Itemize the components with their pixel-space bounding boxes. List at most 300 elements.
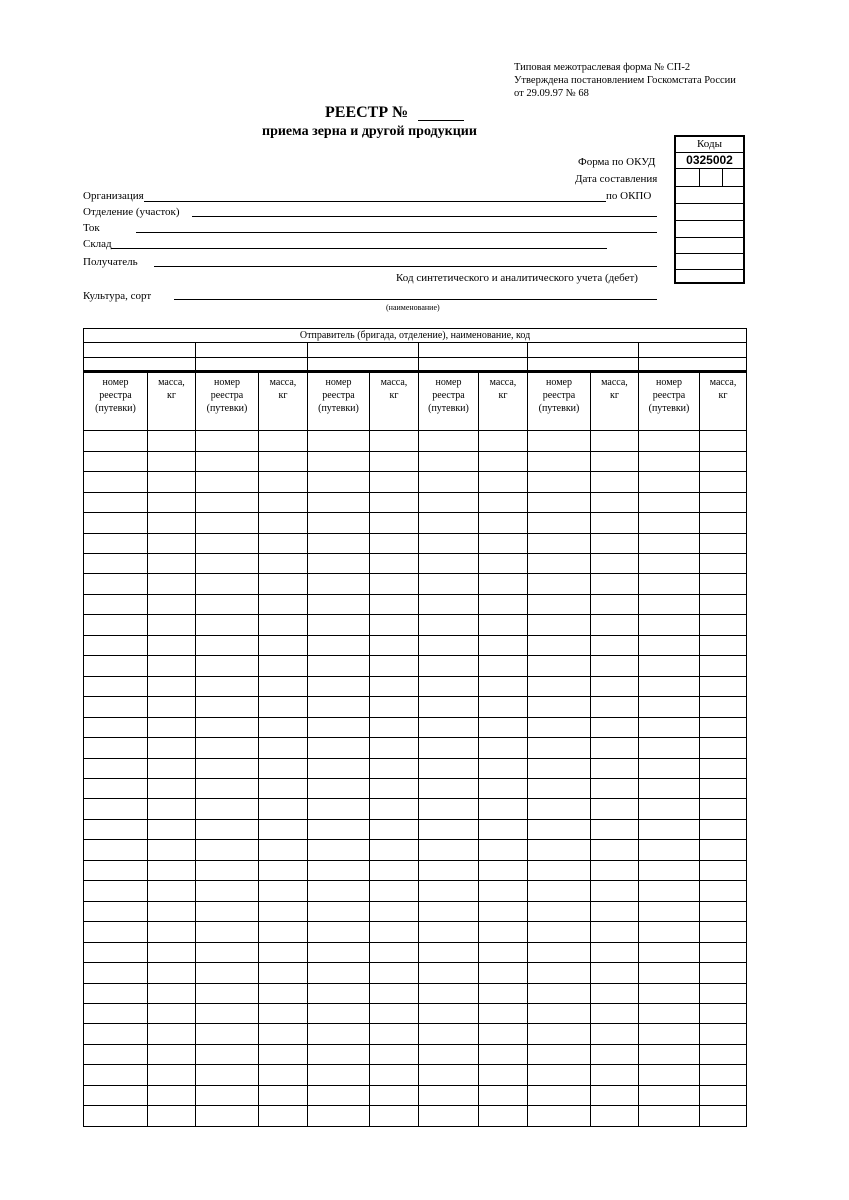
mass-cell[interactable] [591,840,639,860]
register-number-cell[interactable] [639,881,700,901]
register-number-cell[interactable] [196,717,259,737]
register-number-cell[interactable] [639,492,700,512]
register-number-cell[interactable] [528,840,591,860]
mass-cell[interactable] [700,1065,747,1085]
register-number-cell[interactable] [84,1106,148,1127]
organization-field[interactable] [144,201,606,202]
mass-cell[interactable] [259,819,308,839]
sender-cell[interactable] [639,343,747,357]
mass-cell[interactable] [259,431,308,451]
mass-cell[interactable] [479,840,528,860]
mass-cell[interactable] [591,553,639,573]
register-number-cell[interactable] [308,615,370,635]
mass-cell[interactable] [148,1106,196,1127]
mass-cell[interactable] [259,513,308,533]
register-number-cell[interactable] [528,615,591,635]
register-number-cell[interactable] [419,431,479,451]
register-number-cell[interactable] [639,553,700,573]
register-number-cell[interactable] [84,676,148,696]
register-number-cell[interactable] [639,615,700,635]
register-number-cell[interactable] [528,431,591,451]
register-number-cell[interactable] [639,799,700,819]
mass-cell[interactable] [591,1085,639,1105]
register-number-cell[interactable] [196,881,259,901]
mass-cell[interactable] [148,738,196,758]
mass-cell[interactable] [259,738,308,758]
mass-cell[interactable] [259,881,308,901]
register-number-cell[interactable] [419,963,479,983]
mass-cell[interactable] [370,1024,419,1044]
mass-cell[interactable] [259,533,308,553]
register-number-cell[interactable] [308,819,370,839]
sender-cell[interactable] [84,357,196,371]
mass-cell[interactable] [591,1044,639,1064]
mass-cell[interactable] [700,574,747,594]
register-number-cell[interactable] [639,717,700,737]
register-number-cell[interactable] [84,451,148,471]
register-number-cell[interactable] [639,656,700,676]
mass-cell[interactable] [259,1085,308,1105]
mass-cell[interactable] [148,983,196,1003]
mass-cell[interactable] [700,942,747,962]
register-number-cell[interactable] [84,574,148,594]
mass-cell[interactable] [259,922,308,942]
mass-cell[interactable] [700,758,747,778]
register-number-cell[interactable] [639,983,700,1003]
register-number-cell[interactable] [419,574,479,594]
mass-cell[interactable] [479,594,528,614]
mass-cell[interactable] [479,451,528,471]
mass-cell[interactable] [370,574,419,594]
sender-cell[interactable] [528,357,639,371]
mass-cell[interactable] [479,635,528,655]
mass-cell[interactable] [591,431,639,451]
mass-cell[interactable] [591,656,639,676]
register-number-cell[interactable] [196,676,259,696]
mass-cell[interactable] [259,615,308,635]
mass-cell[interactable] [259,656,308,676]
mass-cell[interactable] [259,553,308,573]
register-number-cell[interactable] [308,451,370,471]
mass-cell[interactable] [148,635,196,655]
register-number-cell[interactable] [419,1044,479,1064]
mass-cell[interactable] [479,1065,528,1085]
mass-cell[interactable] [591,1106,639,1127]
mass-cell[interactable] [700,1085,747,1105]
register-number-cell[interactable] [196,431,259,451]
register-number-cell[interactable] [84,1003,148,1023]
register-number-cell[interactable] [196,533,259,553]
register-number-cell[interactable] [84,758,148,778]
mass-cell[interactable] [700,594,747,614]
mass-cell[interactable] [591,922,639,942]
mass-cell[interactable] [700,1106,747,1127]
register-number-cell[interactable] [528,942,591,962]
mass-cell[interactable] [479,697,528,717]
register-number-cell[interactable] [419,983,479,1003]
mass-cell[interactable] [591,799,639,819]
mass-cell[interactable] [370,881,419,901]
register-number-cell[interactable] [196,615,259,635]
mass-cell[interactable] [700,881,747,901]
register-number-cell[interactable] [419,860,479,880]
mass-cell[interactable] [591,819,639,839]
mass-cell[interactable] [479,1044,528,1064]
mass-cell[interactable] [259,942,308,962]
register-number-cell[interactable] [196,922,259,942]
mass-cell[interactable] [479,901,528,921]
register-number-cell[interactable] [639,922,700,942]
mass-cell[interactable] [479,676,528,696]
mass-cell[interactable] [700,819,747,839]
mass-cell[interactable] [259,451,308,471]
register-number-cell[interactable] [528,574,591,594]
mass-cell[interactable] [370,635,419,655]
mass-cell[interactable] [700,1003,747,1023]
register-number-cell[interactable] [196,738,259,758]
register-number-cell[interactable] [639,860,700,880]
mass-cell[interactable] [591,860,639,880]
mass-cell[interactable] [700,451,747,471]
register-number-cell[interactable] [84,492,148,512]
register-number-cell[interactable] [196,472,259,492]
mass-cell[interactable] [148,717,196,737]
register-number-cell[interactable] [528,553,591,573]
mass-cell[interactable] [591,1065,639,1085]
register-number-cell[interactable] [419,778,479,798]
register-number-cell[interactable] [308,758,370,778]
register-number-cell[interactable] [419,635,479,655]
register-number-cell[interactable] [639,1003,700,1023]
mass-cell[interactable] [700,533,747,553]
mass-cell[interactable] [700,738,747,758]
recipient-field[interactable] [154,266,657,267]
mass-cell[interactable] [148,513,196,533]
mass-cell[interactable] [700,799,747,819]
register-number-cell[interactable] [196,513,259,533]
register-number-cell[interactable] [308,635,370,655]
mass-cell[interactable] [148,881,196,901]
crop-field[interactable] [174,299,657,300]
mass-cell[interactable] [370,1085,419,1105]
register-number-cell[interactable] [639,676,700,696]
code-cell-3[interactable] [676,221,743,238]
mass-cell[interactable] [148,451,196,471]
register-number-cell[interactable] [639,594,700,614]
mass-cell[interactable] [479,860,528,880]
mass-cell[interactable] [259,983,308,1003]
mass-cell[interactable] [259,676,308,696]
register-number-cell[interactable] [308,513,370,533]
mass-cell[interactable] [148,574,196,594]
mass-cell[interactable] [370,799,419,819]
mass-cell[interactable] [700,922,747,942]
register-number-cell[interactable] [308,553,370,573]
register-number-cell[interactable] [308,799,370,819]
mass-cell[interactable] [148,778,196,798]
mass-cell[interactable] [148,963,196,983]
register-number-cell[interactable] [308,533,370,553]
register-number-cell[interactable] [528,717,591,737]
mass-cell[interactable] [700,901,747,921]
register-number-cell[interactable] [528,881,591,901]
mass-cell[interactable] [259,901,308,921]
register-number-cell[interactable] [308,594,370,614]
register-number-cell[interactable] [196,1065,259,1085]
mass-cell[interactable] [479,799,528,819]
mass-cell[interactable] [591,615,639,635]
register-number-cell[interactable] [639,533,700,553]
register-number-cell[interactable] [639,635,700,655]
mass-cell[interactable] [370,656,419,676]
register-number-cell[interactable] [196,860,259,880]
mass-cell[interactable] [370,922,419,942]
register-number-cell[interactable] [528,1003,591,1023]
register-number-cell[interactable] [84,1044,148,1064]
register-number-cell[interactable] [196,553,259,573]
mass-cell[interactable] [591,594,639,614]
register-number-cell[interactable] [639,963,700,983]
mass-cell[interactable] [259,840,308,860]
register-number-cell[interactable] [308,656,370,676]
mass-cell[interactable] [370,942,419,962]
register-number-cell[interactable] [528,676,591,696]
mass-cell[interactable] [370,778,419,798]
register-number-cell[interactable] [196,1024,259,1044]
register-number-cell[interactable] [528,901,591,921]
mass-cell[interactable] [700,983,747,1003]
mass-cell[interactable] [259,860,308,880]
sender-cell[interactable] [419,357,528,371]
mass-cell[interactable] [700,1024,747,1044]
threshing-floor-field[interactable] [136,232,657,233]
mass-cell[interactable] [700,553,747,573]
register-number-cell[interactable] [419,819,479,839]
register-number-cell[interactable] [639,697,700,717]
register-number-cell[interactable] [84,656,148,676]
register-number-cell[interactable] [84,901,148,921]
register-number-cell[interactable] [639,1044,700,1064]
register-number-cell[interactable] [419,656,479,676]
register-number-cell[interactable] [639,1065,700,1085]
mass-cell[interactable] [259,492,308,512]
mass-cell[interactable] [148,1065,196,1085]
mass-cell[interactable] [591,942,639,962]
register-number-cell[interactable] [196,1044,259,1064]
register-number-cell[interactable] [528,738,591,758]
register-number-cell[interactable] [528,1106,591,1127]
register-number-cell[interactable] [419,676,479,696]
mass-cell[interactable] [479,881,528,901]
register-number-cell[interactable] [419,840,479,860]
register-number-cell[interactable] [419,1003,479,1023]
register-number-cell[interactable] [84,840,148,860]
register-number-cell[interactable] [84,697,148,717]
mass-cell[interactable] [591,1003,639,1023]
register-number-cell[interactable] [308,860,370,880]
mass-cell[interactable] [370,1065,419,1085]
register-number-cell[interactable] [84,983,148,1003]
mass-cell[interactable] [591,717,639,737]
mass-cell[interactable] [259,799,308,819]
mass-cell[interactable] [370,860,419,880]
mass-cell[interactable] [259,697,308,717]
register-number-cell[interactable] [308,922,370,942]
mass-cell[interactable] [148,758,196,778]
register-number-cell[interactable] [196,799,259,819]
mass-cell[interactable] [700,840,747,860]
register-number-cell[interactable] [196,778,259,798]
mass-cell[interactable] [591,513,639,533]
mass-cell[interactable] [700,778,747,798]
register-number-cell[interactable] [84,615,148,635]
mass-cell[interactable] [479,738,528,758]
register-number-cell[interactable] [308,983,370,1003]
register-number-cell[interactable] [528,983,591,1003]
register-number-cell[interactable] [419,553,479,573]
mass-cell[interactable] [700,472,747,492]
register-number-cell[interactable] [196,635,259,655]
register-number-cell[interactable] [528,594,591,614]
register-number-cell[interactable] [639,738,700,758]
register-number-cell[interactable] [84,513,148,533]
mass-cell[interactable] [259,1003,308,1023]
register-number-cell[interactable] [419,901,479,921]
register-number-cell[interactable] [419,1106,479,1127]
register-number-cell[interactable] [308,1024,370,1044]
mass-cell[interactable] [370,697,419,717]
register-number-cell[interactable] [639,472,700,492]
mass-cell[interactable] [479,819,528,839]
register-number-cell[interactable] [419,717,479,737]
mass-cell[interactable] [370,472,419,492]
mass-cell[interactable] [479,963,528,983]
register-number-cell[interactable] [528,656,591,676]
register-number-cell[interactable] [84,717,148,737]
register-number-cell[interactable] [419,533,479,553]
mass-cell[interactable] [479,942,528,962]
register-number-cell[interactable] [639,901,700,921]
register-number-cell[interactable] [639,1085,700,1105]
mass-cell[interactable] [370,717,419,737]
register-number-cell[interactable] [528,492,591,512]
mass-cell[interactable] [259,778,308,798]
register-number-cell[interactable] [419,1024,479,1044]
register-number-cell[interactable] [419,738,479,758]
register-number-cell[interactable] [528,451,591,471]
mass-cell[interactable] [700,697,747,717]
mass-cell[interactable] [591,1024,639,1044]
register-number-cell[interactable] [84,942,148,962]
mass-cell[interactable] [370,901,419,921]
code-cell-6[interactable] [676,270,743,284]
mass-cell[interactable] [591,881,639,901]
mass-cell[interactable] [259,594,308,614]
register-number-cell[interactable] [308,1003,370,1023]
mass-cell[interactable] [259,1065,308,1085]
mass-cell[interactable] [370,840,419,860]
register-number-cell[interactable] [84,431,148,451]
register-number-cell[interactable] [528,1024,591,1044]
mass-cell[interactable] [148,594,196,614]
register-number-cell[interactable] [419,1065,479,1085]
mass-cell[interactable] [591,738,639,758]
mass-cell[interactable] [479,717,528,737]
mass-cell[interactable] [370,1106,419,1127]
register-number-cell[interactable] [308,881,370,901]
mass-cell[interactable] [370,533,419,553]
date-cells[interactable] [676,169,743,187]
register-number-cell[interactable] [419,758,479,778]
mass-cell[interactable] [700,1044,747,1064]
mass-cell[interactable] [259,472,308,492]
mass-cell[interactable] [259,635,308,655]
mass-cell[interactable] [259,1044,308,1064]
mass-cell[interactable] [479,533,528,553]
mass-cell[interactable] [700,492,747,512]
register-number-cell[interactable] [308,717,370,737]
mass-cell[interactable] [148,472,196,492]
sender-cell[interactable] [196,357,308,371]
register-number-cell[interactable] [639,574,700,594]
mass-cell[interactable] [370,738,419,758]
register-number-cell[interactable] [419,492,479,512]
register-number-cell[interactable] [84,922,148,942]
mass-cell[interactable] [370,615,419,635]
mass-cell[interactable] [370,492,419,512]
register-number-cell[interactable] [84,738,148,758]
register-number-cell[interactable] [308,697,370,717]
mass-cell[interactable] [479,574,528,594]
register-number-cell[interactable] [639,1024,700,1044]
department-field[interactable] [192,216,657,217]
register-number-cell[interactable] [528,1085,591,1105]
register-number-cell[interactable] [196,1003,259,1023]
mass-cell[interactable] [700,635,747,655]
mass-cell[interactable] [591,901,639,921]
sender-cell[interactable] [308,343,419,357]
mass-cell[interactable] [259,963,308,983]
register-number-cell[interactable] [84,1085,148,1105]
mass-cell[interactable] [148,1024,196,1044]
mass-cell[interactable] [700,717,747,737]
register-number-cell[interactable] [528,1044,591,1064]
register-number-cell[interactable] [196,819,259,839]
register-number-cell[interactable] [639,1106,700,1127]
mass-cell[interactable] [148,942,196,962]
mass-cell[interactable] [370,963,419,983]
mass-cell[interactable] [148,431,196,451]
register-number-cell[interactable] [528,472,591,492]
register-number-cell[interactable] [419,513,479,533]
mass-cell[interactable] [479,1106,528,1127]
register-number-cell[interactable] [419,697,479,717]
register-number-cell[interactable] [308,574,370,594]
register-number-cell[interactable] [419,615,479,635]
mass-cell[interactable] [370,553,419,573]
register-number-cell[interactable] [639,451,700,471]
mass-cell[interactable] [259,758,308,778]
mass-cell[interactable] [700,431,747,451]
mass-cell[interactable] [370,819,419,839]
register-number-cell[interactable] [419,942,479,962]
mass-cell[interactable] [148,553,196,573]
register-number-cell[interactable] [419,594,479,614]
mass-cell[interactable] [479,983,528,1003]
register-number-cell[interactable] [196,594,259,614]
register-number-cell[interactable] [528,963,591,983]
register-number-cell[interactable] [84,778,148,798]
